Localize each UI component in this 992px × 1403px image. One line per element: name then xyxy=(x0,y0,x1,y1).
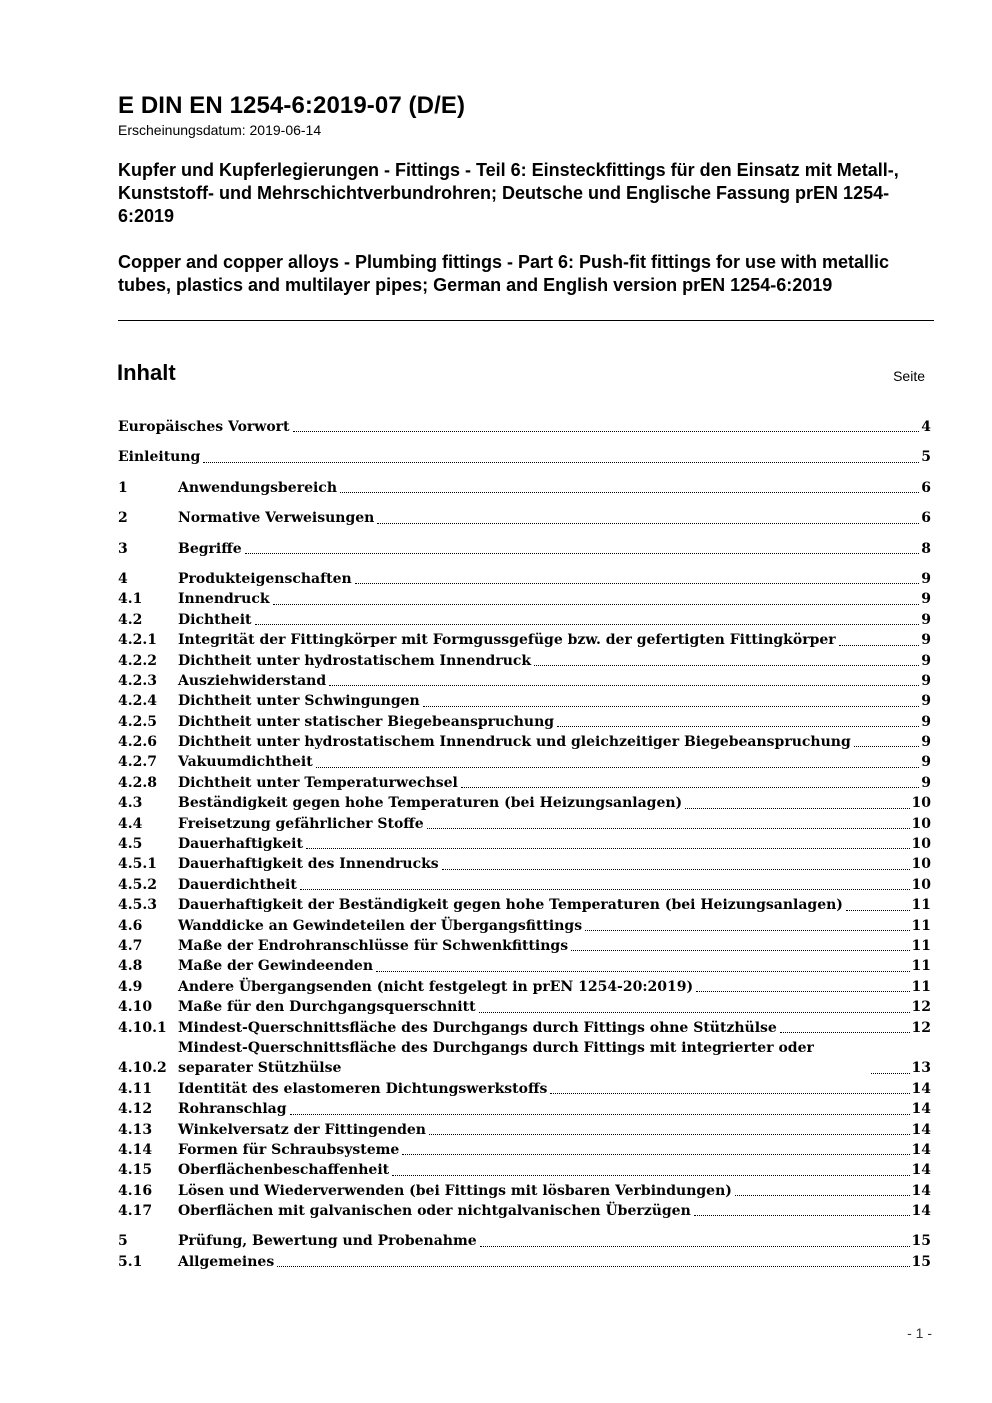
toc-entry-number: 2 xyxy=(118,510,128,527)
toc-entry-body xyxy=(118,417,931,437)
toc-entry-title[interactable]: Rohranschlag xyxy=(178,1101,287,1118)
toc-dot-leader xyxy=(306,848,910,849)
toc-entry-body xyxy=(178,854,931,874)
toc-entry-page[interactable]: 10 xyxy=(911,856,931,873)
toc-entry-page[interactable]: 12 xyxy=(911,1019,931,1036)
toc-entry-title[interactable]: Europäisches Vorwort xyxy=(118,418,290,435)
toc-entry-body xyxy=(178,1231,931,1251)
toc-entry[interactable] xyxy=(118,671,931,691)
toc-entry-number: 4.4 xyxy=(118,815,143,832)
toc-entry-title[interactable]: Prüfung, Bewertung und Probenahme xyxy=(178,1233,477,1250)
page-number: - 1 - xyxy=(907,1325,932,1341)
toc-dot-leader xyxy=(402,1154,909,1155)
toc-entry-title[interactable]: Dauerhaftigkeit der Beständigkeit gegen hohe Temperaturen (bei Heizungsanlagen) xyxy=(178,897,843,914)
toc-dot-leader xyxy=(293,431,920,432)
toc-entry-page[interactable]: 11 xyxy=(911,958,931,975)
toc-entry-body xyxy=(178,793,931,813)
toc-entry[interactable] xyxy=(118,569,931,589)
toc-entry[interactable] xyxy=(118,875,931,895)
toc-entry[interactable] xyxy=(118,589,931,609)
toc-entry[interactable] xyxy=(118,508,931,528)
toc-entry-title[interactable]: Vakuumdichtheit xyxy=(178,754,313,771)
toc-dot-leader xyxy=(300,889,910,890)
toc-entry-number: 4.13 xyxy=(118,1121,153,1138)
toc-entry[interactable] xyxy=(118,916,931,936)
toc-dot-leader xyxy=(377,523,919,524)
toc-entry-number: 4.5.2 xyxy=(118,876,157,893)
toc-entry-number: 4.11 xyxy=(118,1080,153,1097)
toc-entry-number: 5 xyxy=(118,1233,128,1250)
toc-entry-title[interactable]: Allgemeines xyxy=(178,1253,275,1270)
toc-dot-leader xyxy=(442,869,910,870)
toc-entry-body xyxy=(118,447,931,467)
toc-dot-leader xyxy=(392,1175,909,1176)
toc-entry-number: 4.2.8 xyxy=(118,774,157,791)
toc-entry-page[interactable]: 9 xyxy=(921,672,931,689)
toc-entry-title[interactable]: Ausziehwiderstand xyxy=(178,672,327,689)
toc-entry-title[interactable]: Normative Verweisungen xyxy=(178,510,375,527)
toc-entry[interactable] xyxy=(118,854,931,874)
toc-entry-page[interactable]: 9 xyxy=(921,652,931,669)
toc-entry-page[interactable]: 14 xyxy=(911,1182,931,1199)
toc-entry-number: 4.9 xyxy=(118,978,143,995)
toc-entry-body xyxy=(178,956,931,976)
toc-entry-number: 4.2.4 xyxy=(118,693,157,710)
toc-entry[interactable] xyxy=(118,732,931,752)
toc-entry-number: 4.5 xyxy=(118,836,143,853)
toc-entry-body xyxy=(178,1120,931,1140)
toc-entry-number: 4 xyxy=(118,570,128,587)
toc-dot-leader xyxy=(290,1114,910,1115)
toc-entry[interactable] xyxy=(118,691,931,711)
toc-entry-title[interactable]: Dichtheit unter hydrostatischem Innendruck xyxy=(178,652,532,669)
toc-entry-page[interactable]: 10 xyxy=(911,876,931,893)
toc-entry-body xyxy=(178,1181,931,1201)
toc-entry-title[interactable]: Dauerdichtheit xyxy=(178,876,297,893)
toc-entry-title[interactable]: Dauerhaftigkeit xyxy=(178,836,303,853)
toc-entry-body xyxy=(178,508,931,528)
toc-entry[interactable] xyxy=(118,997,931,1017)
toc-dot-leader xyxy=(571,950,909,951)
toc-entry[interactable] xyxy=(118,936,931,956)
toc-entry[interactable] xyxy=(118,417,931,437)
toc-entry-title[interactable]: Maße der Endrohranschlüsse für Schwenkfittings xyxy=(178,937,569,954)
toc-entry-page[interactable]: 9 xyxy=(921,774,931,791)
toc-entry-number: 4.3 xyxy=(118,795,143,812)
toc-entry-title[interactable]: Dichtheit xyxy=(178,611,252,628)
toc-page-column-label: Seite xyxy=(893,368,925,384)
toc-entry-title[interactable]: Wanddicke an Gewindeteilen der Übergangsfittings xyxy=(178,917,583,934)
toc-entry-number: 4.2.5 xyxy=(118,713,157,730)
toc-entry-page[interactable]: 6 xyxy=(921,510,931,527)
toc-entry-number: 4.12 xyxy=(118,1101,153,1118)
toc-entry-title[interactable]: Mindest-Querschnittsfläche des Durchgangs durch Fittings mit integrierter oder separater Stützhülse xyxy=(178,1039,814,1077)
toc-entry-body xyxy=(178,478,931,498)
header-divider xyxy=(118,320,934,321)
toc-dot-leader xyxy=(735,1195,910,1196)
toc-dot-leader xyxy=(245,553,920,554)
toc-entry[interactable] xyxy=(118,478,931,498)
toc-entry-number: 4.10.1 xyxy=(118,1019,167,1036)
toc-dot-leader xyxy=(839,645,920,646)
toc-entry-body xyxy=(178,997,931,1017)
toc-entry-number: 4.2.1 xyxy=(118,632,157,649)
toc-dot-leader xyxy=(585,930,909,931)
toc-entry[interactable] xyxy=(118,1181,931,1201)
toc-entry-number: 4.5.1 xyxy=(118,856,157,873)
toc-entry-body xyxy=(178,1160,931,1180)
toc-entry-number: 4.2.6 xyxy=(118,734,157,751)
title-german: Kupfer und Kupferlegierungen - Fittings - Teil 6: Einsteckfittings für den Einsatz mit Metall-, Kunststoff- und Mehrschichtverbundrohren; Deutsche und Englische Fassung prEN 1254-6:2019 xyxy=(118,160,899,226)
toc-entry-body xyxy=(178,671,931,691)
toc-entry-body xyxy=(178,1252,931,1272)
toc-entry-page[interactable]: 9 xyxy=(921,591,931,608)
toc-entry-number: 4.2.2 xyxy=(118,652,157,669)
toc-entry-title[interactable]: Dauerhaftigkeit des Innendrucks xyxy=(178,856,439,873)
toc-entry-title[interactable]: Dichtheit unter statischer Biegebeanspruchung xyxy=(178,713,555,730)
toc-entry-number: 4.1 xyxy=(118,591,143,608)
toc-entry-page[interactable]: 14 xyxy=(911,1101,931,1118)
toc-entry-title[interactable]: Beständigkeit gegen hohe Temperaturen (bei Heizungsanlagen) xyxy=(178,795,683,812)
toc-entry-title[interactable]: Dichtheit unter Schwingungen xyxy=(178,693,420,710)
toc-entry[interactable] xyxy=(118,447,931,467)
toc-entry-page[interactable]: 10 xyxy=(911,795,931,812)
toc-entry-title[interactable]: Einleitung xyxy=(118,449,201,466)
toc-entry-body xyxy=(178,732,931,752)
toc-dot-leader xyxy=(846,910,910,911)
toc-dot-leader xyxy=(355,583,920,584)
toc-entry[interactable] xyxy=(118,1201,931,1221)
toc-entry-body xyxy=(178,834,931,854)
toc-entry-number: 1 xyxy=(118,479,128,496)
toc-entry-page[interactable]: 11 xyxy=(911,917,931,934)
toc-entry-body xyxy=(178,1099,931,1119)
toc-dot-leader xyxy=(696,991,909,992)
toc-entry-body xyxy=(178,651,931,671)
toc-entry[interactable] xyxy=(118,1038,931,1079)
toc-entry-page[interactable]: 4 xyxy=(921,418,931,435)
toc-entry-page[interactable]: 9 xyxy=(921,713,931,730)
toc-entry-title[interactable]: Andere Übergangsenden (nicht festgelegt in prEN 1254-20:2019) xyxy=(178,978,694,995)
toc-entry-number: 4.10.2 xyxy=(118,1060,167,1077)
toc-entry-page[interactable]: 10 xyxy=(911,836,931,853)
toc-entry-title[interactable]: Produkteigenschaften xyxy=(178,570,352,587)
toc-entry[interactable] xyxy=(118,1252,931,1272)
toc-dot-leader xyxy=(854,746,920,747)
toc-entry-body xyxy=(178,630,931,650)
toc-entry-number: 4.8 xyxy=(118,958,143,975)
toc-entry-page[interactable]: 14 xyxy=(911,1203,931,1220)
toc-entry-body xyxy=(178,1201,931,1221)
toc-entry-page[interactable]: 13 xyxy=(911,1060,931,1077)
toc-entry-title[interactable]: Identität des elastomeren Dichtungswerkstoffs xyxy=(178,1080,548,1097)
toc-entry-title[interactable]: Dichtheit unter hydrostatischem Innendruck und gleichzeitiger Biegebeanspruchung xyxy=(178,734,851,751)
toc-entry-title[interactable]: Dichtheit unter Temperaturwechsel xyxy=(178,774,458,791)
toc-entry-page[interactable]: 9 xyxy=(921,570,931,587)
toc-entry-title[interactable]: Winkelversatz der Fittingenden xyxy=(178,1121,426,1138)
toc-entry-body xyxy=(178,916,931,936)
toc-dot-leader xyxy=(255,624,920,625)
toc-entry-number: 4.15 xyxy=(118,1162,153,1179)
toc-entry[interactable] xyxy=(118,1231,931,1251)
toc-entry-body xyxy=(178,875,931,895)
toc-dot-leader xyxy=(871,1073,910,1074)
toc-entry-page[interactable]: 15 xyxy=(911,1253,931,1270)
toc-dot-leader xyxy=(550,1093,909,1094)
title-english: Copper and copper alloys - Plumbing fittings - Part 6: Push-fit fittings for use with metallic tubes, plastics and multilayer pipes; German and English version prEN 1254-6:2019 xyxy=(118,252,890,295)
toc-entry-page[interactable]: 11 xyxy=(911,897,931,914)
toc-dot-leader xyxy=(480,1246,910,1247)
toc-entry-body xyxy=(178,1140,931,1160)
toc-dot-leader xyxy=(316,767,920,768)
toc-entry[interactable] xyxy=(118,773,931,793)
toc-entry[interactable] xyxy=(118,814,931,834)
toc-entry-title[interactable]: Begriffe xyxy=(178,540,242,557)
toc-entry-page[interactable]: 9 xyxy=(921,754,931,771)
toc-entry-number: 4.2.3 xyxy=(118,672,157,689)
toc-entry-body xyxy=(178,752,931,772)
toc-entry-page[interactable]: 6 xyxy=(921,479,931,496)
toc-entry-page[interactable]: 14 xyxy=(911,1141,931,1158)
toc-entry[interactable] xyxy=(118,977,931,997)
toc-entry[interactable] xyxy=(118,630,931,650)
toc-dot-leader xyxy=(423,706,920,707)
toc-entry-number: 5.1 xyxy=(118,1253,143,1270)
document-id: E DIN EN 1254-6:2019-07 (D/E) xyxy=(118,92,466,119)
toc-entry-body xyxy=(178,895,931,915)
toc-entry-body xyxy=(178,610,931,630)
toc-entry-title[interactable]: Maße für den Durchgangsquerschnitt xyxy=(178,999,476,1016)
toc-entry-page[interactable]: 11 xyxy=(911,937,931,954)
toc-entry-page[interactable]: 8 xyxy=(921,540,931,557)
toc-entry-page[interactable]: 14 xyxy=(911,1080,931,1097)
toc-entry-page[interactable]: 15 xyxy=(911,1233,931,1250)
toc-dot-leader xyxy=(427,828,910,829)
toc-entry[interactable] xyxy=(118,1099,931,1119)
toc-entry-page[interactable]: 11 xyxy=(911,978,931,995)
toc-dot-leader xyxy=(694,1215,910,1216)
toc-entry-number: 4.2.7 xyxy=(118,754,157,771)
toc-dot-leader xyxy=(534,665,919,666)
toc-entry-number: 4.14 xyxy=(118,1141,153,1158)
toc-entry-title[interactable]: Oberflächenbeschaffenheit xyxy=(178,1162,390,1179)
toc-entry[interactable] xyxy=(118,1079,931,1099)
toc-entry[interactable] xyxy=(118,1018,931,1038)
toc-entry-body xyxy=(178,691,931,711)
toc-dot-leader xyxy=(685,808,909,809)
toc-entry-title[interactable]: Integrität der Fittingkörper mit Formgussgefüge bzw. der gefertigten Fittingkörper xyxy=(178,632,836,649)
toc-entry[interactable] xyxy=(118,752,931,772)
toc-entry[interactable] xyxy=(118,610,931,630)
toc-entry-title[interactable]: Freisetzung gefährlicher Stoffe xyxy=(178,815,424,832)
toc-entry-body xyxy=(178,1079,931,1099)
toc-dot-leader xyxy=(329,685,919,686)
toc-dot-leader xyxy=(203,462,919,463)
toc-dot-leader xyxy=(277,1266,909,1267)
publication-date: Erscheinungsdatum: 2019-06-14 xyxy=(118,122,322,138)
toc-entry-number: 4.17 xyxy=(118,1203,153,1220)
toc-entry-body xyxy=(178,1038,931,1079)
toc-entry-body xyxy=(178,936,931,956)
toc-entry-body xyxy=(178,814,931,834)
toc-entry-body xyxy=(178,773,931,793)
toc-entry[interactable] xyxy=(118,1120,931,1140)
toc-dot-leader xyxy=(780,1032,910,1033)
toc-entry[interactable] xyxy=(118,956,931,976)
toc-entry-number: 3 xyxy=(118,540,128,557)
toc-entry-number: 4.10 xyxy=(118,999,153,1016)
toc-entry[interactable] xyxy=(118,895,931,915)
toc-entry-title[interactable]: Mindest-Querschnittsfläche des Durchgangs durch Fittings ohne Stützhülse xyxy=(178,1019,777,1036)
toc-entry-body xyxy=(178,569,931,589)
toc-dot-leader xyxy=(273,604,920,605)
toc-entry-body xyxy=(178,1018,931,1038)
toc-heading: Inhalt xyxy=(117,360,176,385)
toc-entry[interactable] xyxy=(118,1140,931,1160)
toc-entry[interactable] xyxy=(118,834,931,854)
toc-entry[interactable] xyxy=(118,539,931,559)
toc-entry-title[interactable]: Innendruck xyxy=(178,591,270,608)
toc-entry-page[interactable]: 5 xyxy=(921,449,931,466)
toc-dot-leader xyxy=(479,1012,910,1013)
toc-entry[interactable] xyxy=(118,712,931,732)
toc-entry-page[interactable]: 9 xyxy=(921,734,931,751)
toc-entry-page[interactable]: 14 xyxy=(911,1162,931,1179)
toc-entry[interactable] xyxy=(118,1160,931,1180)
toc-entry-page[interactable]: 10 xyxy=(911,815,931,832)
toc-entry-number: 4.5.3 xyxy=(118,897,157,914)
toc-entry-body xyxy=(178,977,931,997)
toc-entry-body xyxy=(178,539,931,559)
toc-entry-number: 4.7 xyxy=(118,937,143,954)
toc-dot-leader xyxy=(340,492,919,493)
toc-entry-title[interactable]: Lösen und Wiederverwenden (bei Fittings mit lösbaren Verbindungen) xyxy=(178,1182,732,1199)
toc-entry-number: 4.2 xyxy=(118,611,143,628)
toc-entry-body xyxy=(178,712,931,732)
table-of-contents xyxy=(118,417,931,1272)
toc-entry-page[interactable]: 9 xyxy=(921,611,931,628)
toc-entry-page[interactable]: 14 xyxy=(911,1121,931,1138)
toc-dot-leader xyxy=(461,787,919,788)
toc-entry-title[interactable]: Formen für Schraubsysteme xyxy=(178,1141,400,1158)
toc-entry[interactable] xyxy=(118,793,931,813)
toc-entry-title[interactable]: Maße der Gewindeenden xyxy=(178,958,374,975)
toc-entry-page[interactable]: 12 xyxy=(911,999,931,1016)
toc-entry-title[interactable]: Anwendungsbereich xyxy=(178,479,337,496)
toc-entry-number: 4.16 xyxy=(118,1182,153,1199)
toc-entry-title[interactable]: Oberflächen mit galvanischen oder nichtgalvanischen Überzügen xyxy=(178,1203,691,1220)
toc-entry[interactable] xyxy=(118,651,931,671)
toc-entry-number: 4.6 xyxy=(118,917,143,934)
toc-dot-leader xyxy=(429,1134,910,1135)
toc-entry-page[interactable]: 9 xyxy=(921,693,931,710)
toc-dot-leader xyxy=(557,726,919,727)
toc-entry-body xyxy=(178,589,931,609)
toc-entry-page[interactable]: 9 xyxy=(921,632,931,649)
toc-dot-leader xyxy=(376,971,910,972)
